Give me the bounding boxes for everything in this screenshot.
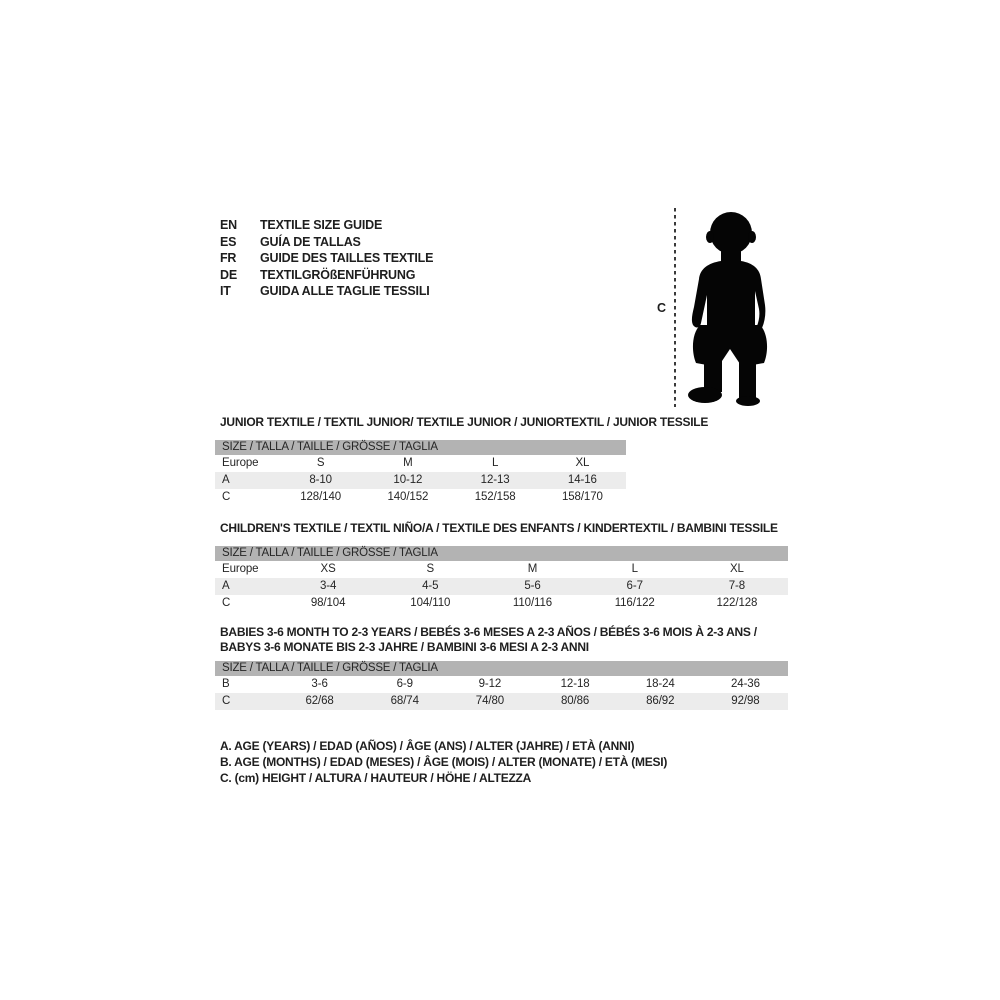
legend-line-b: B. AGE (MONTHS) / EDAD (MESES) / ÂGE (MOIS) / ALTER (MONATE) / ETÀ (MESI) bbox=[220, 755, 668, 769]
size-table-header: SIZE / TALLA / TAILLE / GRÖSSE / TAGLIA bbox=[215, 440, 626, 455]
size-table-title-line: JUNIOR TEXTILE / TEXTIL JUNIOR/ TEXTILE JUNIOR / JUNIORTEXTIL / JUNIOR TESSILE bbox=[220, 415, 709, 429]
size-value-cell: 24-36 bbox=[730, 678, 760, 690]
size-table-row bbox=[215, 561, 788, 578]
size-value-cell: 98/104 bbox=[310, 597, 346, 609]
size-table bbox=[215, 546, 788, 612]
language-label: TEXTILE SIZE GUIDE bbox=[260, 218, 383, 232]
size-table-title-line: BABYS 3-6 MONATE BIS 2-3 JAHRE / BAMBINI 3-6 MESI A 2-3 ANNI bbox=[220, 640, 589, 654]
size-value-cell: 68/74 bbox=[390, 695, 419, 707]
size-value-cell: 110/116 bbox=[512, 597, 553, 609]
size-table-section bbox=[215, 415, 709, 506]
size-table-row bbox=[215, 676, 788, 693]
toddler-silhouette-icon bbox=[688, 209, 772, 406]
row-label: C bbox=[222, 597, 231, 609]
size-value-cell: L bbox=[491, 457, 499, 469]
size-value-cell: 128/140 bbox=[300, 491, 342, 503]
size-value-cell: 9-12 bbox=[478, 678, 502, 690]
size-value-cell: XS bbox=[320, 563, 336, 575]
legend-line-c: C. (cm) HEIGHT / ALTURA / HAUTEUR / HÖHE / ALTEZZA bbox=[220, 771, 532, 785]
size-table bbox=[215, 440, 626, 506]
language-row-fr bbox=[220, 250, 433, 267]
row-label: Europe bbox=[222, 457, 259, 469]
language-code: EN bbox=[220, 218, 237, 232]
language-row-es bbox=[220, 234, 433, 251]
legend bbox=[220, 738, 667, 786]
size-table-title-line: BABIES 3-6 MONTH TO 2-3 YEARS / BEBÉS 3-6 MESES A 2-3 AÑOS / BÉBÉS 3-6 MOIS À 2-3 ANS / bbox=[220, 625, 757, 639]
language-row-de bbox=[220, 267, 433, 284]
size-value-cell: 122/128 bbox=[716, 597, 758, 609]
size-table-title bbox=[220, 625, 788, 655]
size-value-cell: 80/86 bbox=[560, 695, 590, 707]
size-value-cell: 12-18 bbox=[560, 678, 590, 690]
size-table-row bbox=[215, 595, 788, 612]
language-list bbox=[220, 217, 433, 300]
size-value-cell: S bbox=[426, 563, 435, 575]
size-table-section bbox=[215, 625, 788, 710]
size-value-cell: XL bbox=[729, 563, 744, 575]
size-table-section bbox=[215, 521, 788, 612]
size-table-row bbox=[215, 489, 626, 506]
language-label: GUIDA ALLE TAGLIE TESSILI bbox=[260, 284, 430, 298]
row-label: A bbox=[222, 474, 230, 486]
size-value-cell: 6-9 bbox=[396, 678, 413, 690]
size-value-cell: XL bbox=[575, 457, 590, 469]
size-table-title bbox=[220, 415, 709, 430]
row-label: Europe bbox=[222, 563, 259, 575]
size-table-header: SIZE / TALLA / TAILLE / GRÖSSE / TAGLIA bbox=[215, 661, 788, 676]
size-value-cell: S bbox=[316, 457, 325, 469]
size-value-cell: 5-6 bbox=[524, 580, 541, 592]
row-label: C bbox=[222, 491, 231, 503]
size-value-cell: 104/110 bbox=[410, 597, 451, 609]
size-value-cell: 3-4 bbox=[319, 580, 337, 592]
size-value-cell: 140/152 bbox=[387, 491, 429, 503]
size-table bbox=[215, 661, 788, 710]
language-code: DE bbox=[220, 267, 237, 282]
language-row-en bbox=[220, 217, 433, 234]
size-value-cell: 8-10 bbox=[309, 474, 332, 486]
size-value-cell: L bbox=[631, 563, 638, 575]
size-value-cell: 158/170 bbox=[561, 491, 603, 503]
size-table-title-line: CHILDREN'S TEXTILE / TEXTIL NIÑO/A / TEXTILE DES ENFANTS / KINDERTEXTIL / BAMBINI TESSILE bbox=[220, 521, 778, 535]
row-label: C bbox=[222, 695, 231, 707]
size-value-cell: 12-13 bbox=[480, 474, 510, 486]
size-value-cell: 74/80 bbox=[475, 695, 505, 707]
language-code: FR bbox=[220, 251, 237, 265]
size-table-title bbox=[220, 521, 788, 536]
language-label: GUIDE DES TAILLES TEXTILE bbox=[260, 251, 434, 265]
size-value-cell: 86/92 bbox=[646, 695, 675, 707]
height-marker-label: C bbox=[657, 301, 667, 315]
size-value-cell: 62/68 bbox=[305, 695, 334, 707]
size-value-cell: 92/98 bbox=[731, 695, 760, 707]
size-table-row bbox=[215, 693, 788, 710]
size-value-cell: 3-6 bbox=[311, 678, 328, 690]
language-label: TEXTILGRÖßENFÜHRUNG bbox=[260, 267, 416, 282]
size-table-row bbox=[215, 472, 626, 489]
size-table-row bbox=[215, 455, 626, 472]
size-value-cell: 7-8 bbox=[728, 580, 746, 592]
size-value-cell: 152/158 bbox=[474, 491, 516, 503]
size-value-cell: 4-5 bbox=[422, 580, 439, 592]
size-value-cell: 18-24 bbox=[645, 678, 675, 690]
legend-line-a: A. AGE (YEARS) / EDAD (AÑOS) / ÂGE (ANS) / ALTER (JAHRE) / ETÀ (ANNI) bbox=[220, 739, 635, 753]
language-label: GUÍA DE TALLAS bbox=[260, 234, 361, 249]
size-value-cell: 10-12 bbox=[393, 474, 423, 486]
height-figure bbox=[655, 206, 780, 411]
size-value-cell: 14-16 bbox=[567, 474, 597, 486]
size-table-header: SIZE / TALLA / TAILLE / GRÖSSE / TAGLIA bbox=[215, 546, 788, 561]
size-value-cell: 116/122 bbox=[614, 597, 655, 609]
language-code: IT bbox=[220, 284, 231, 298]
language-code: ES bbox=[220, 234, 237, 249]
row-label: A bbox=[222, 580, 230, 592]
size-value-cell: M bbox=[403, 457, 413, 469]
row-label: B bbox=[222, 678, 230, 690]
language-row-it bbox=[220, 283, 433, 300]
height-dashed-line bbox=[674, 208, 676, 407]
size-table-row bbox=[215, 578, 788, 595]
size-value-cell: 6-7 bbox=[626, 580, 643, 592]
size-value-cell: M bbox=[527, 563, 538, 575]
